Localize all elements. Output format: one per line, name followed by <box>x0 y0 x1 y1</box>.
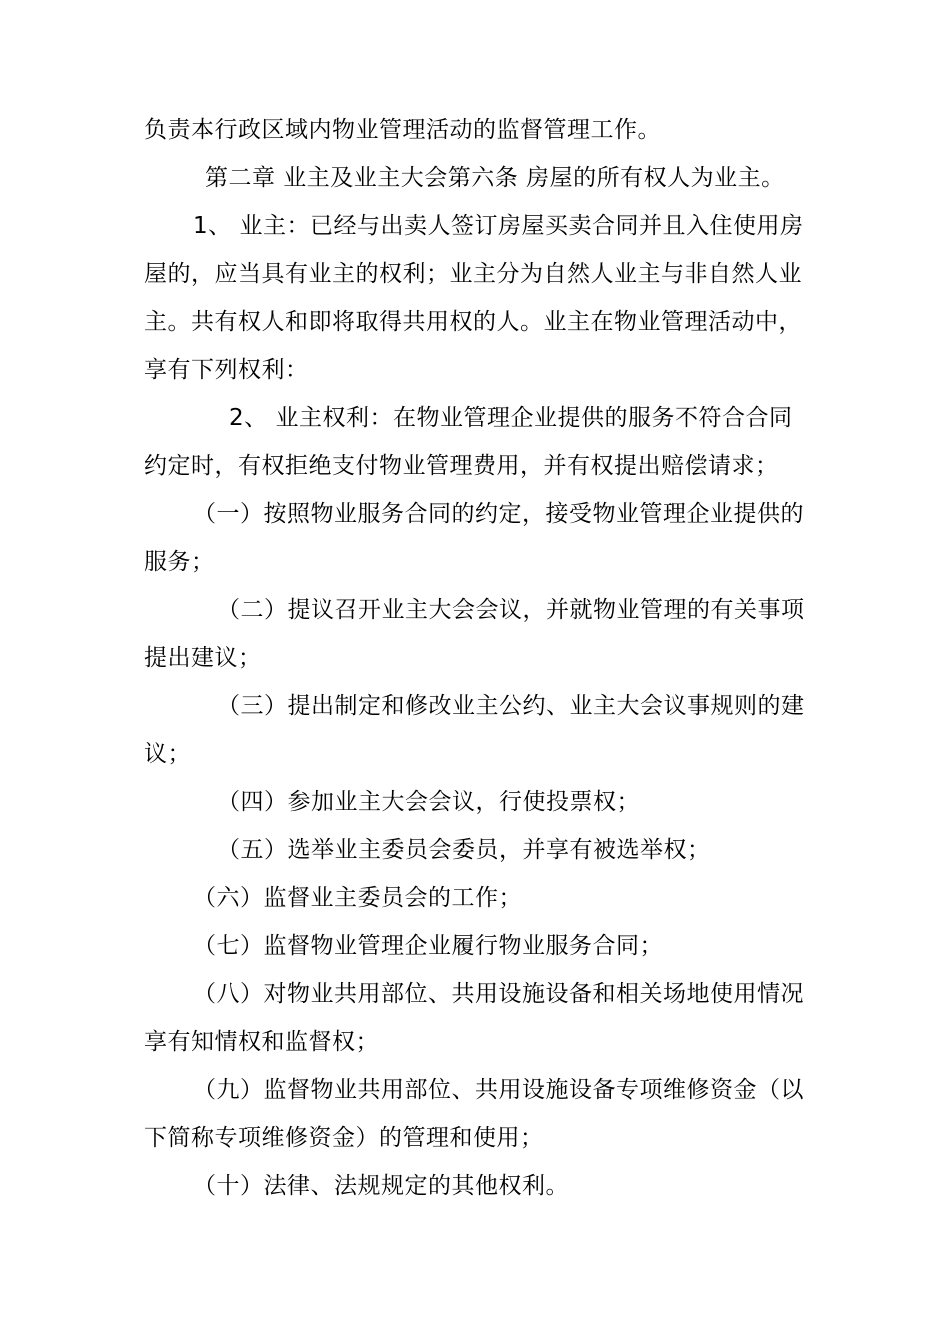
text-line: 提出建议； <box>144 645 262 671</box>
text-line: 议； <box>144 741 191 767</box>
text-line: 服务； <box>144 549 215 575</box>
text-line: （七）监督物业管理企业履行物业服务合同； <box>193 933 663 959</box>
text-line: （十）法律、法规规定的其他权利。 <box>193 1173 569 1199</box>
text-line: 享有知情权和监督权； <box>144 1029 379 1055</box>
text-line: 享有下列权利： <box>144 357 309 383</box>
text-line: 下简称专项维修资金）的管理和使用； <box>144 1125 544 1151</box>
text-line: 1、 业主：已经与出卖人签订房屋买卖合同并且入住使用房 <box>193 213 804 239</box>
text-line: 主。共有权人和即将取得共用权的人。业主在物业管理活动中， <box>144 309 802 335</box>
text-line: （四）参加业主大会会议，行使投票权； <box>217 789 640 815</box>
chapter-heading: 第二章 业主及业主大会第六条 房屋的所有权人为业主。 <box>205 165 785 191</box>
text-line: 负责本行政区域内物业管理活动的监督管理工作。 <box>144 117 661 143</box>
text-line: 约定时，有权拒绝支付物业管理费用，并有权提出赔偿请求； <box>144 453 779 479</box>
text-line: 2、 业主权利：在物业管理企业提供的服务不符合合同 <box>229 405 793 431</box>
text-line: （一）按照物业服务合同的约定，接受物业管理企业提供的 <box>193 501 804 527</box>
text-line: （五）选举业主委员会委员，并享有被选举权； <box>217 837 711 863</box>
text-line: （二）提议召开业主大会会议，并就物业管理的有关事项 <box>217 597 805 623</box>
text-line: （九）监督物业共用部位、共用设施设备专项维修资金（以 <box>193 1077 804 1103</box>
text-line: （三）提出制定和修改业主公约、业主大会议事规则的建 <box>217 693 805 719</box>
text-line: （八）对物业共用部位、共用设施设备和相关场地使用情况 <box>193 981 804 1007</box>
text-line: 屋的，应当具有业主的权利；业主分为自然人业主与非自然人业 <box>144 261 802 287</box>
text-line: （六）监督业主委员会的工作； <box>193 885 522 911</box>
